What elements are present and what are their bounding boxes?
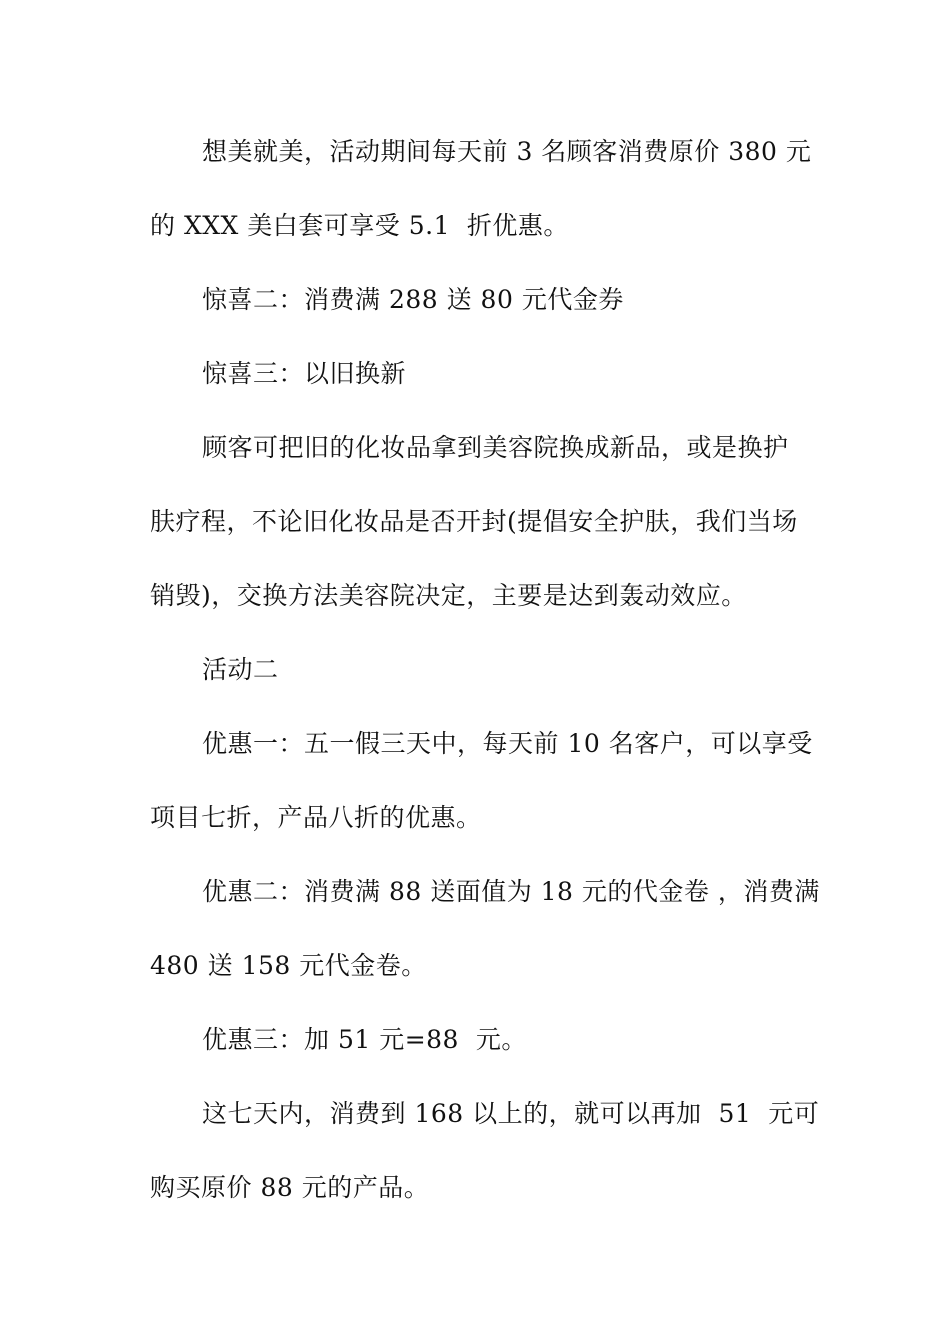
text-line: 销毁)，交换方法美容院决定，主要是达到轰动效应。 [150,581,747,610]
text-line: 优惠二：消费满 88 送面值为 18 元的代金卷 ，消费满 [202,877,820,906]
text-line: 顾客可把旧的化妆品拿到美容院换成新品，或是换护 [202,433,789,462]
text-line: 想美就美，活动期间每天前 3 名顾客消费原价 380 元 [202,137,812,166]
text-line: 的 XXX 美白套可享受 5.1 折优惠。 [150,211,569,240]
text-line: 优惠三：加 51 元=88 元。 [202,1025,527,1054]
text-line: 惊喜二：消费满 288 送 80 元代金券 [202,285,624,314]
text-line: 购买原价 88 元的产品。 [150,1173,430,1202]
text-line: 优惠一：五一假三天中，每天前 10 名客户，可以享受 [202,729,813,758]
text-line: 480 送 158 元代金卷。 [150,951,427,980]
text-line: 项目七折，产品八折的优惠。 [150,803,482,832]
text-line: 肤疗程，不论旧化妆品是否开封(提倡安全护肤，我们当场 [150,507,798,536]
section-heading: 活动二 [202,655,279,684]
text-line: 惊喜三：以旧换新 [202,359,407,388]
document-body [150,115,820,1225]
text-line: 这七天内，消费到 168 以上的，就可以再加 51 元可 [202,1099,820,1128]
